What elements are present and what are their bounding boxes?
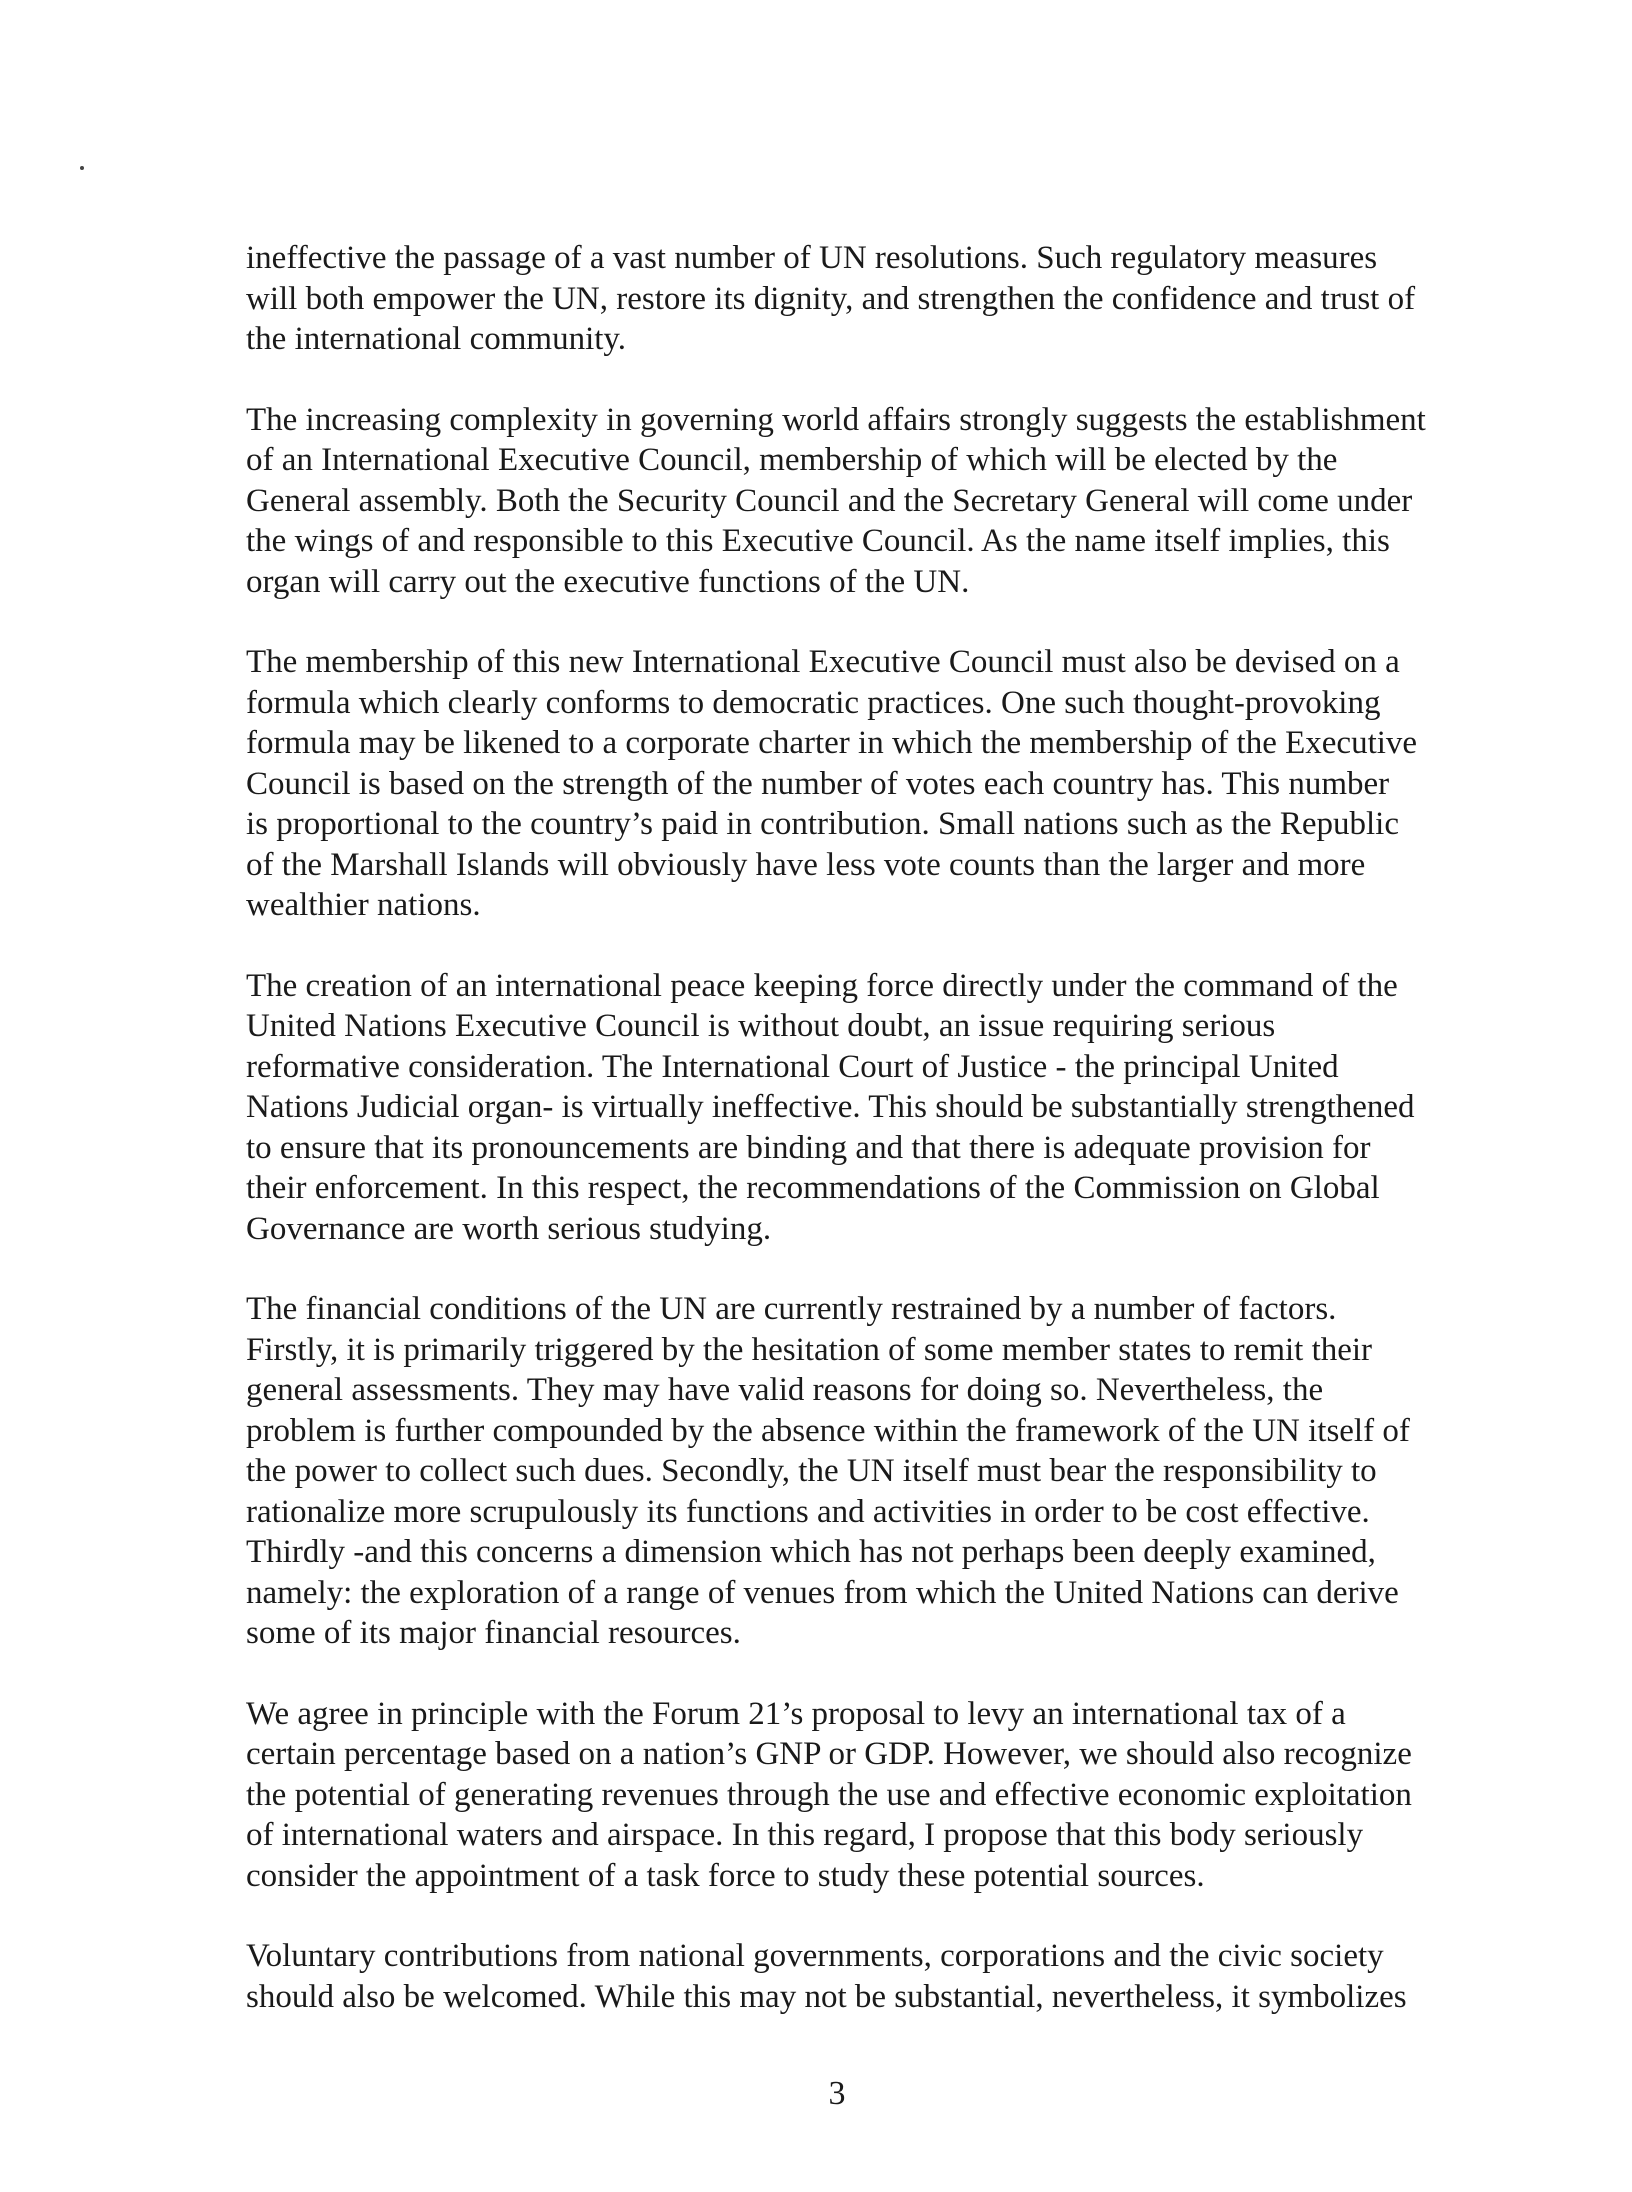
paragraph-2: The increasing complexity in governing world affairs strongly suggests the establishment of an International Executive Council, membership of which will be elected by the General assembly. Both the Security Council and the Secretary General will come under the wings of and responsible to this Executive Council. As the name itself implies, this organ will carry out the executive functions of the UN.	[246, 401, 1426, 600]
paragraph-4: The creation of an international peace keeping force directly under the command of the United Nations Executive Council is without doubt, an issue requiring serious reformative consideration. The International Court of Justice - the principal United Nations Judicial organ- is virtually ineffective. This should be substantially strengthened to ensure that its pronouncements are binding and that there is adequate provision for their enforcement. In this respect, the recommendations of the Commission on Global Governance are worth serious studying.	[246, 967, 1415, 1247]
body-text	[246, 238, 1464, 2057]
paragraph-3: The membership of this new International Executive Council must also be devised on a formula which clearly conforms to democratic practices. One such thought-provoking formula may be likened to a corporate charter in which the membership of the Executive Council is based on the strength of the number of votes each country has. This number is proportional to the country’s paid in contribution. Small nations such as the Republic of the Marshall Islands will obviously have less vote counts than the larger and more wealthier nations.	[246, 644, 1418, 923]
scan-speck	[80, 166, 84, 170]
page-number: 3	[828, 2075, 846, 2112]
paragraph-5: The financial conditions of the UN are currently restrained by a number of factors. Firstly, it is primarily triggered by the hesitation of some member states to remit their general assessments. They may have valid reasons for doing so. Nevertheless, the problem is further compounded by the absence within the framework of the UN itself of the power to collect such dues. Secondly, the UN itself must bear the responsibility to rationalize more scrupulously its functions and activities in order to be cost effective. Thirdly -and this concerns a dimension which has not perhaps been deeply examined, namely: the exploration of a range of venues from which the United Nations can derive some of its major financial resources.	[246, 1291, 1410, 1651]
paragraph-7: Voluntary contributions from national governments, corporations and the civic society should also be welcomed. While this may not be substantial, nevertheless, it symbolizes	[246, 1938, 1407, 2015]
paragraph-6: We agree in principle with the Forum 21’s proposal to levy an international tax of a certain percentage based on a nation’s GNP or GDP. However, we should also recognize the potential of generating revenues through the use and effective economic exploitation of international waters and airspace. In this regard, I propose that this body seriously consider the appointment of a task force to study these potential sources.	[246, 1695, 1412, 1894]
paragraph-1: ineffective the passage of a vast number of UN resolutions. Such regulatory measures will both empower the UN, restore its dignity, and strengthen the confidence and trust of the international community.	[246, 240, 1416, 357]
